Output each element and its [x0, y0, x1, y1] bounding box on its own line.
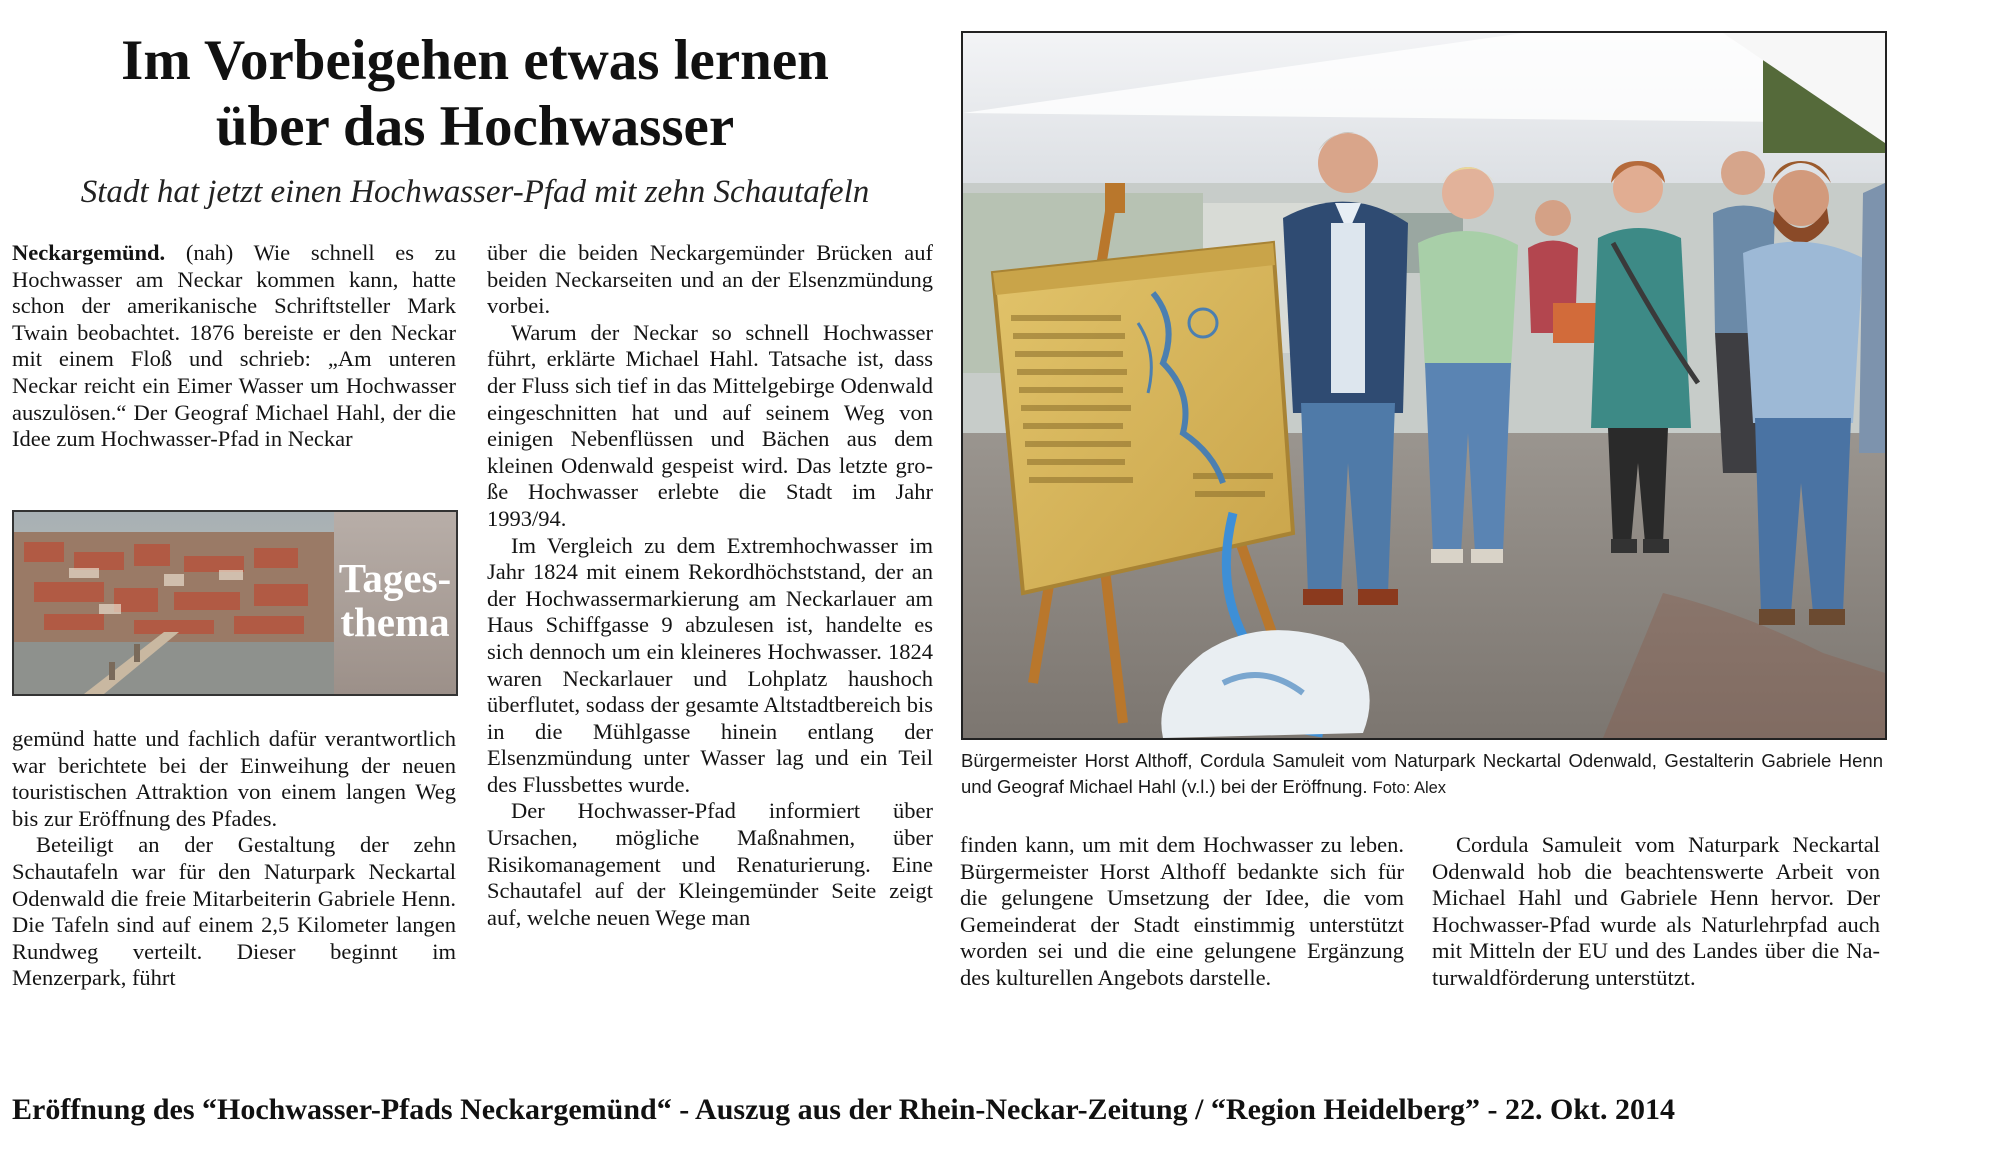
headline-line-2: über das Hochwasser	[215, 95, 735, 158]
article-column-1-top	[12, 240, 456, 453]
photo-credit: Foto: Alex	[1372, 779, 1447, 797]
article-column-2	[487, 240, 933, 931]
article-column-3	[960, 832, 1404, 992]
article-headline	[10, 28, 940, 160]
event-photo	[961, 31, 1887, 740]
source-footer: Eröffnung des “Hochwasser-Pfads Neckargemünd“ - Auszug aus der Rhein-Neckar-Zeitung / “Region Heidelberg” - 22. Okt. 2014	[12, 1093, 1676, 1126]
dateline: Neckargemünd.	[12, 240, 166, 265]
tagesthema-label: Tages- thema	[334, 512, 456, 694]
paragraph	[12, 240, 456, 453]
paragraph: finden kann, um mit dem Hochwasser zu leben. Bürgermeister Horst Althoff bedankte sich für die gelungene Umsetzung der Idee, die vom Gemeinderat der Stadt einstimmig unterstützt worden sei und die eine gelungene Ergänzung des kulturellen Angebots darstelle.	[960, 832, 1404, 990]
photo-caption: Bürgermeister Horst Althoff, Cordula Samuleit vom Naturpark Neckartal Odenwald, Gestalterin Gabriele Henn und Geograf Michael Hahl (v.l.) bei der Eröffnung. Foto: Alex	[961, 750, 1883, 797]
paragraph: Warum der Neckar so schnell Hochwasser führt, erklärte Michael Hahl. Tatsache ist, dass der Fluss sich tief in das Mittelgebirge Odenwald eingeschnitten hat und auf seinem Weg von einigen Nebenflüssen und Bächen aus dem kleinen Odenwald gespeist wird. Das letzte große Hochwasser erlebte die Stadt im Jahr 1993/94.	[487, 319, 933, 531]
tagesthema-box	[12, 510, 458, 696]
article-subheadline: Stadt hat jetzt einen Hochwasser-Pfad mit zehn Schautafeln	[80, 174, 870, 210]
paragraph: Der Hochwasser-Pfad informiert über Ursachen, mögliche Maßnahmen, über Risikomanagement und Renaturierung. Eine Schautafel auf der Kleingemünder Seite zeigt auf, welche neuen Wege man	[487, 798, 933, 930]
event-photo-image	[963, 33, 1885, 738]
paragraph: Beteiligt an der Gestaltung der zehn Schautafeln war für den Naturpark Neckartal Odenwald die freie Mitarbeiterin Gabriele Henn. Die Tafeln sind auf einem 2,5 Kilometer langen Rundweg verteilt. Dieser beginnt im Menzerpark, führt	[12, 832, 456, 991]
paragraph: über die beiden Neckargemünder Brücken auf beiden Neckarseiten und an der Elsenzmündung vorbei.	[487, 240, 933, 319]
headline-line-1: Im Vorbeigehen etwas lernen	[121, 29, 829, 92]
paragraph-text: (nah) Wie schnell es zu Hochwasser am Neckar kommen kann, hatte schon der amerikanische Schriftsteller Mark Twain beobachtet. 1876 bereiste er den Neckar mit einem Floß und schrieb: „Am unteren Neckar reicht ein Eimer Wasser um Hochwasser auszulösen.“ Der Geograf Michael Hahl, der die Idee zum Hochwasser-Pfad in Neckar	[12, 240, 456, 452]
paragraph: Im Vergleich zu dem Extremhochwasser im Jahr 1824 mit einem Rekordhöchststand, der an der Hochwassermarkierung am Neckarlauer am Haus Schiffgasse 9 abzulesen ist, handelte es sich dennoch um ein kleineres Hochwasser. 1824 waren Neckarlauer und Lohplatz haushoch überflutet, sodass der gesamte Altstadtbereich bis in die Mühlgasse hinein entlang der Elsenzmündung unter Wasser lag und ein Teil des Flussbettes wurde.	[487, 532, 933, 797]
article-column-4	[1432, 832, 1880, 992]
paragraph: gemünd hatte und fachlich dafür verantwortlich war berichtete bei der Einweihung der neuen touristischen Attraktion von einem langen Weg bis zur Eröffnung des Pfades.	[12, 726, 456, 831]
paragraph: Cordula Samuleit vom Naturpark Neckartal Odenwald hob die beachtenswerte Arbeit von Michael Hahl und Gabriele Henn hervor. Der Hochwasser-Pfad wurde als Naturlehrpfad auch mit Mitteln der EU und des Landes über die Naturwaldförderung unterstützt.	[1432, 832, 1880, 990]
article-column-1-bottom	[12, 726, 456, 992]
